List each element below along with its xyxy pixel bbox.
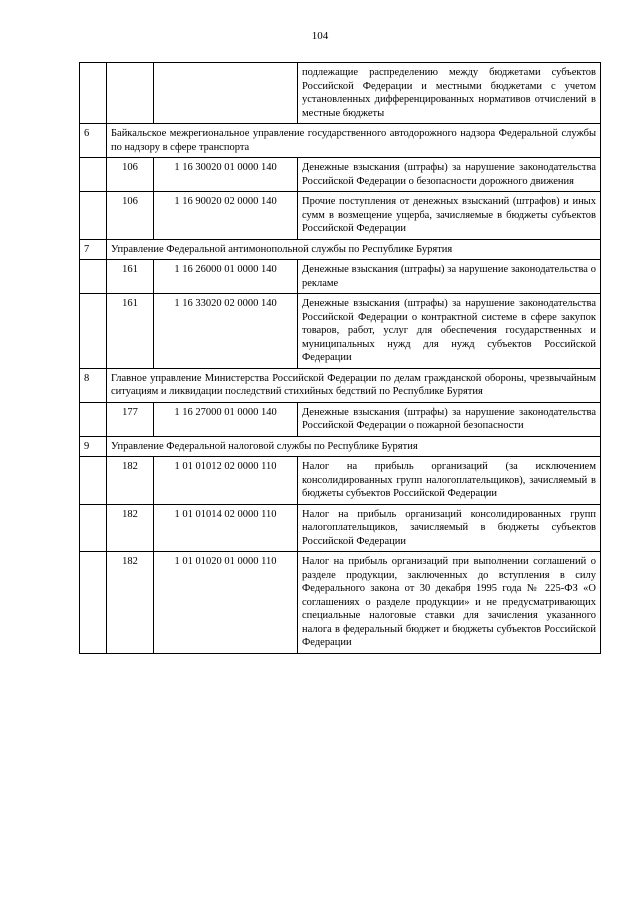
table-row — [80, 63, 601, 124]
section-title: Управление Федеральной налоговой службы по Республике Бурятия — [107, 436, 601, 457]
section-number: 7 — [80, 239, 107, 260]
revenue-code-cell: 1 16 90020 02 0000 140 — [154, 192, 298, 240]
row-number-cell — [80, 63, 107, 124]
admin-code-cell: 182 — [107, 457, 154, 505]
table-row — [80, 158, 601, 192]
table-row — [80, 504, 601, 552]
section-header-row — [80, 368, 601, 402]
revenue-code-cell: 1 16 33020 02 0000 140 — [154, 294, 298, 369]
description-cell: Денежные взыскания (штрафы) за нарушение законодательства Российской Федерации о безопасности дорожного движения — [298, 158, 601, 192]
section-header-row — [80, 239, 601, 260]
description-cell: Денежные взыскания (штрафы) за нарушение законодательства Российской Федерации о пожарной безопасности — [298, 402, 601, 436]
section-header-row — [80, 436, 601, 457]
admin-code-cell: 182 — [107, 504, 154, 552]
section-header-row — [80, 124, 601, 158]
description-cell: Денежные взыскания (штрафы) за нарушение законодательства о рекламе — [298, 260, 601, 294]
description-cell: Налог на прибыль организаций (за исключением консолидированных групп налогоплательщиков), зачисляемый в бюджеты субъектов Российской Федерации — [298, 457, 601, 505]
description-cell: Прочие поступления от денежных взысканий (штрафов) и иных сумм в возмещение ущерба, зачисляемые в бюджеты субъектов Российской Федерации — [298, 192, 601, 240]
description-cell: подлежащие распределению между бюджетами субъектов Российской Федерации и местными бюджетами с учетом установленных дифференцированных нормативов отчислений в местные бюджеты — [298, 63, 601, 124]
admin-code-cell: 106 — [107, 158, 154, 192]
admin-code-cell: 161 — [107, 260, 154, 294]
table-row — [80, 402, 601, 436]
description-cell: Денежные взыскания (штрафы) за нарушение законодательства Российской Федерации о контрактной системе в сфере закупок товаров, работ, услуг для обеспечения государственных и муниципальных нужд для нужд субъектов Российской Федерации — [298, 294, 601, 369]
description-cell: Налог на прибыль организаций при выполнении соглашений о разделе продукции, заключенных до вступления в силу Федерального закона от 30 декабря 1995 года № 225-ФЗ «О соглашениях о разделе продукции» и не предусматривающих специальные налоговые ставки для зачисления указанного налога в федеральный бюджет и бюджеты субъектов Российской Федерации — [298, 552, 601, 654]
revenue-code-cell: 1 01 01012 02 0000 110 — [154, 457, 298, 505]
admin-code-cell: 182 — [107, 552, 154, 654]
description-cell: Налог на прибыль организаций консолидированных групп налогоплательщиков, зачисляемый в бюджеты субъектов Российской Федерации — [298, 504, 601, 552]
budget-revenue-table — [79, 62, 601, 654]
revenue-code-cell: 1 01 01014 02 0000 110 — [154, 504, 298, 552]
revenue-code-cell — [154, 63, 298, 124]
page-number: 104 — [311, 30, 329, 42]
admin-code-cell — [107, 63, 154, 124]
admin-code-cell: 106 — [107, 192, 154, 240]
revenue-code-cell: 1 01 01020 01 0000 110 — [154, 552, 298, 654]
revenue-code-cell: 1 16 27000 01 0000 140 — [154, 402, 298, 436]
table-row — [80, 260, 601, 294]
admin-code-cell: 177 — [107, 402, 154, 436]
section-number: 9 — [80, 436, 107, 457]
table-row — [80, 192, 601, 240]
section-number: 8 — [80, 368, 107, 402]
section-number: 6 — [80, 124, 107, 158]
revenue-code-cell: 1 16 26000 01 0000 140 — [154, 260, 298, 294]
table-row — [80, 294, 601, 369]
table-row — [80, 457, 601, 505]
section-title: Главное управление Министерства Российской Федерации по делам гражданской обороны, чрезвычайным ситуациям и ликвидации последствий стихийных бедствий по Республике Бурятия — [107, 368, 601, 402]
table-row — [80, 552, 601, 654]
admin-code-cell: 161 — [107, 294, 154, 369]
revenue-code-cell: 1 16 30020 01 0000 140 — [154, 158, 298, 192]
section-title: Управление Федеральной антимонопольной службы по Республике Бурятия — [107, 239, 601, 260]
section-title: Байкальское межрегиональное управление государственного автодорожного надзора Федеральной службы по надзору в сфере транспорта — [107, 124, 601, 158]
